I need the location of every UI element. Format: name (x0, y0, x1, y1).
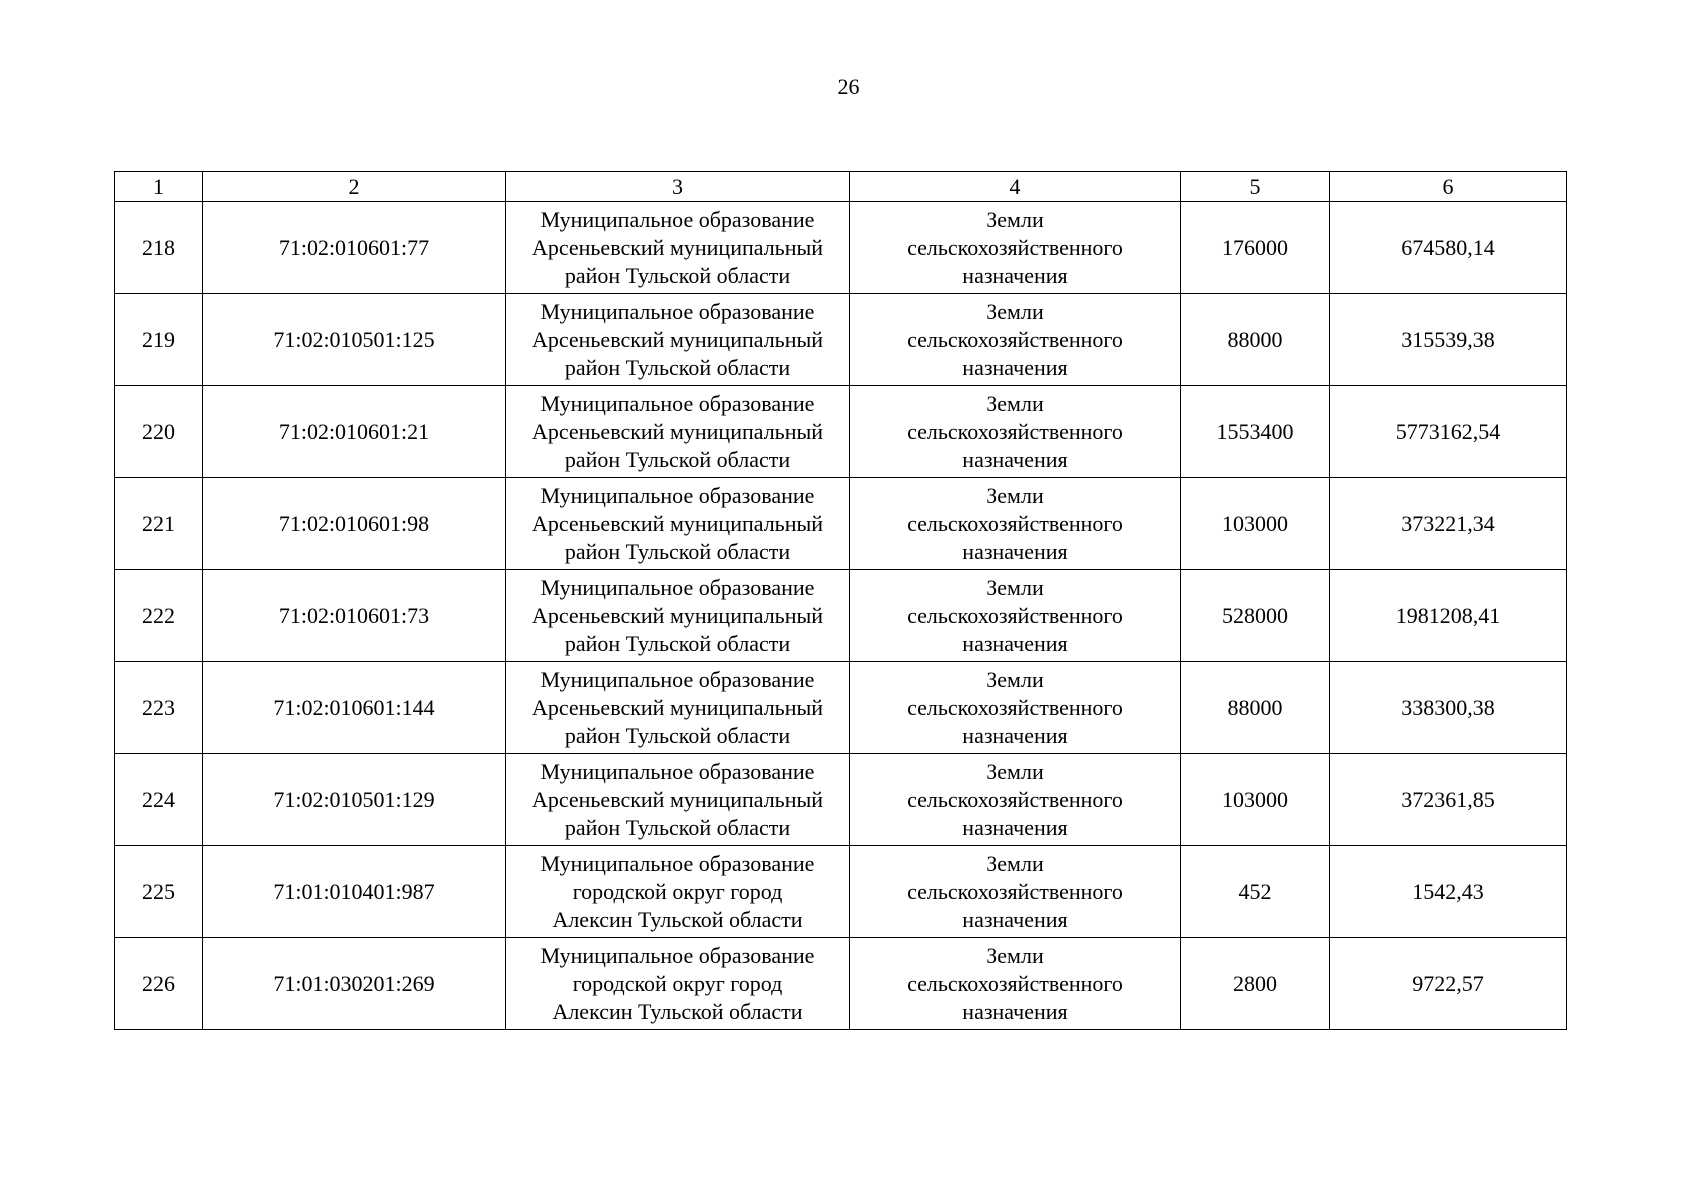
table-row (115, 386, 1567, 478)
area-cell: 88000 (1181, 662, 1330, 754)
cadastral-number: 71:01:010401:987 (203, 846, 506, 938)
row-number: 226 (115, 938, 203, 1030)
table-header (115, 172, 1567, 202)
land-category: Земли сельскохозяйственного назначения (850, 386, 1181, 478)
owner-cell: Муниципальное образование Арсеньевский муниципальный район Тульской области (506, 754, 850, 846)
value-cell: 1542,43 (1330, 846, 1567, 938)
row-number: 223 (115, 662, 203, 754)
table-body (115, 202, 1567, 1030)
area-cell: 2800 (1181, 938, 1330, 1030)
land-category: Земли сельскохозяйственного назначения (850, 938, 1181, 1030)
area-cell: 1553400 (1181, 386, 1330, 478)
table-row (115, 754, 1567, 846)
land-category: Земли сельскохозяйственного назначения (850, 294, 1181, 386)
column-header: 3 (506, 172, 850, 202)
column-header: 4 (850, 172, 1181, 202)
value-cell: 372361,85 (1330, 754, 1567, 846)
row-number: 218 (115, 202, 203, 294)
cadastral-number: 71:02:010601:21 (203, 386, 506, 478)
row-number: 219 (115, 294, 203, 386)
cadastral-number: 71:02:010501:125 (203, 294, 506, 386)
value-cell: 315539,38 (1330, 294, 1567, 386)
row-number: 222 (115, 570, 203, 662)
land-category: Земли сельскохозяйственного назначения (850, 846, 1181, 938)
cadastral-number: 71:01:030201:269 (203, 938, 506, 1030)
area-cell: 452 (1181, 846, 1330, 938)
owner-cell: Муниципальное образование городской округ город Алексин Тульской области (506, 846, 850, 938)
land-category: Земли сельскохозяйственного назначения (850, 754, 1181, 846)
land-plots-table (114, 171, 1567, 1030)
table-row (115, 478, 1567, 570)
land-category: Земли сельскохозяйственного назначения (850, 202, 1181, 294)
column-header: 5 (1181, 172, 1330, 202)
area-cell: 103000 (1181, 478, 1330, 570)
value-cell: 1981208,41 (1330, 570, 1567, 662)
owner-cell: Муниципальное образование Арсеньевский муниципальный район Тульской области (506, 478, 850, 570)
table-row (115, 202, 1567, 294)
table-row (115, 662, 1567, 754)
value-cell: 9722,57 (1330, 938, 1567, 1030)
cadastral-number: 71:02:010501:129 (203, 754, 506, 846)
owner-cell: Муниципальное образование городской округ город Алексин Тульской области (506, 938, 850, 1030)
owner-cell: Муниципальное образование Арсеньевский муниципальный район Тульской области (506, 570, 850, 662)
area-cell: 88000 (1181, 294, 1330, 386)
value-cell: 674580,14 (1330, 202, 1567, 294)
row-number: 221 (115, 478, 203, 570)
column-header: 1 (115, 172, 203, 202)
column-header: 6 (1330, 172, 1567, 202)
land-category: Земли сельскохозяйственного назначения (850, 478, 1181, 570)
cadastral-number: 71:02:010601:144 (203, 662, 506, 754)
area-cell: 528000 (1181, 570, 1330, 662)
cadastral-number: 71:02:010601:77 (203, 202, 506, 294)
land-category: Земли сельскохозяйственного назначения (850, 662, 1181, 754)
page-number: 26 (837, 74, 860, 99)
land-category: Земли сельскохозяйственного назначения (850, 570, 1181, 662)
owner-cell: Муниципальное образование Арсеньевский муниципальный район Тульской области (506, 202, 850, 294)
area-cell: 176000 (1181, 202, 1330, 294)
value-cell: 5773162,54 (1330, 386, 1567, 478)
cadastral-number: 71:02:010601:73 (203, 570, 506, 662)
row-number: 224 (115, 754, 203, 846)
table-row (115, 570, 1567, 662)
owner-cell: Муниципальное образование Арсеньевский муниципальный район Тульской области (506, 662, 850, 754)
owner-cell: Муниципальное образование Арсеньевский муниципальный район Тульской области (506, 386, 850, 478)
area-cell: 103000 (1181, 754, 1330, 846)
header-row (115, 172, 1567, 202)
column-header: 2 (203, 172, 506, 202)
table-row (115, 938, 1567, 1030)
cadastral-number: 71:02:010601:98 (203, 478, 506, 570)
value-cell: 338300,38 (1330, 662, 1567, 754)
owner-cell: Муниципальное образование Арсеньевский муниципальный район Тульской области (506, 294, 850, 386)
row-number: 220 (115, 386, 203, 478)
table-row (115, 846, 1567, 938)
row-number: 225 (115, 846, 203, 938)
value-cell: 373221,34 (1330, 478, 1567, 570)
table-row (115, 294, 1567, 386)
